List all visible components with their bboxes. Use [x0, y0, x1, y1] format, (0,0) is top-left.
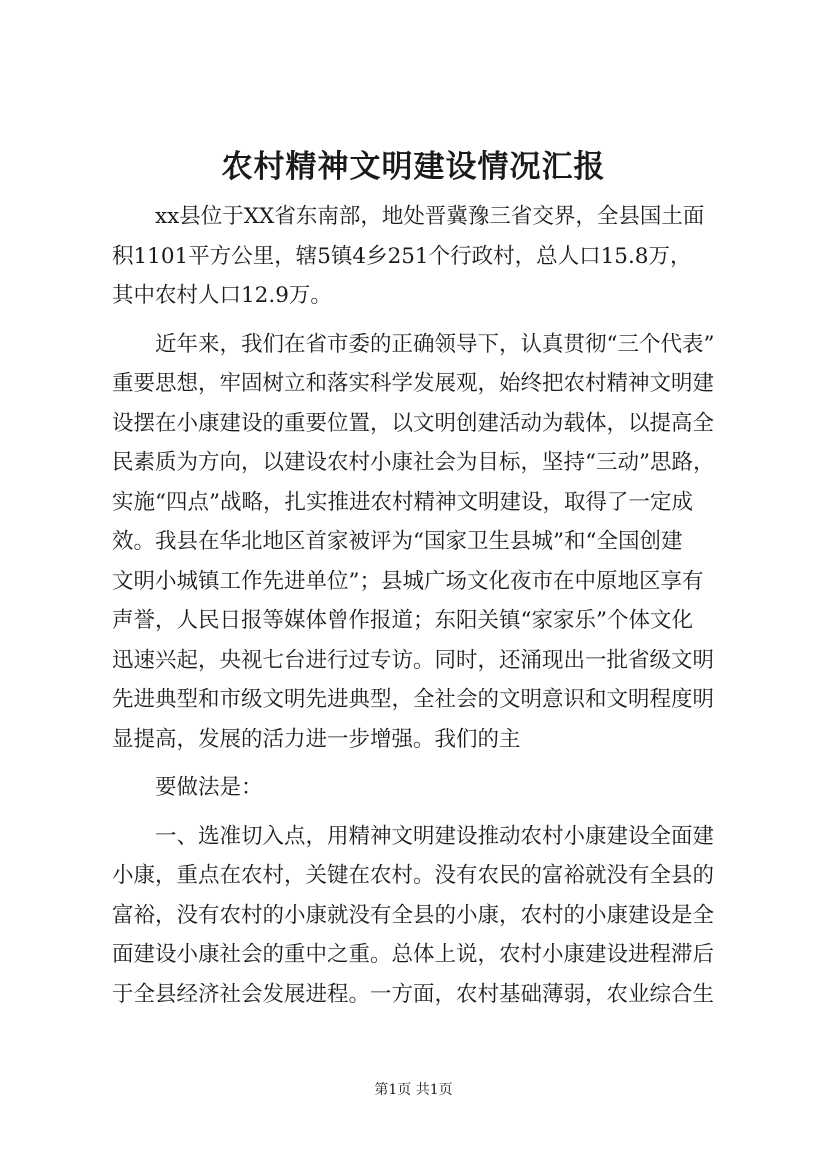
text-line: xx县位于XX省东南部，地处晋冀豫三省交界，全县国土面 — [155, 204, 705, 229]
text-line: 民素质为方向，以建设农村小康社会为目标，坚持“三动”思路， — [112, 450, 715, 475]
text-line: 于全县经济社会发展进程。一方面，农村基础薄弱，农业综合生 — [112, 981, 715, 1007]
text-line: 重要思想，牢固树立和落实科学发展观，始终把农村精神文明建 — [112, 371, 715, 396]
text-line: 小康，重点在农村，关键在农村。没有农民的富裕就没有全县的 — [112, 863, 715, 888]
text-line: 先进典型和市级文明先进典型，全社会的文明意识和文明程度明 — [112, 687, 715, 712]
paragraph-intro — [112, 197, 724, 316]
text-line: 要做法是： — [155, 775, 263, 800]
text-line: 效。我县在华北地区首家被评为“国家卫生县城”和“全国创建 — [112, 529, 683, 554]
text-line: 积1101平方公里，辖5镇4乡251个行政村，总人口15.8万， — [112, 243, 692, 269]
text-line: 实施“四点”战略，扎实推进农村精神文明建设，取得了一定成 — [112, 489, 693, 515]
paragraph-achievements — [112, 325, 724, 760]
text-line: 近年来，我们在省市委的正确领导下，认真贯彻“三个代表” — [155, 331, 715, 357]
text-line: 文明小城镇工作先进单位”；县城广场文化夜市在中原地区享有 — [112, 568, 704, 594]
document-body — [112, 197, 724, 1023]
text-line: 面建设小康社会的重中之重。总体上说，农村小康建设进程滞后 — [112, 942, 715, 967]
text-line: 设摆在小康建设的重要位置，以文明创建活动为载体，以提高全 — [112, 410, 715, 436]
text-line: 一、选准切入点，用精神文明建设推动农村小康建设全面建 — [155, 823, 715, 849]
text-line: 显提高，发展的活力进一步增强。我们的主 — [112, 726, 521, 752]
document-title: 农村精神文明建设情况汇报 — [221, 149, 606, 185]
paragraph-methods-intro — [112, 768, 724, 808]
text-line: 声誉，人民日报等媒体曾作报道；东阳关镇“家家乐”个体文化 — [112, 608, 693, 633]
text-line: 其中农村人口12.9万。 — [112, 283, 332, 308]
text-line: 迅速兴起，央视七台进行过专访。同时，还涌现出一批省级文明 — [112, 647, 715, 673]
text-line: 富裕，没有农村的小康就没有全县的小康，农村的小康建设是全 — [112, 902, 715, 928]
paragraph-section-one — [112, 817, 724, 1015]
page-footer: 第1页 共1页 — [374, 1082, 453, 1098]
